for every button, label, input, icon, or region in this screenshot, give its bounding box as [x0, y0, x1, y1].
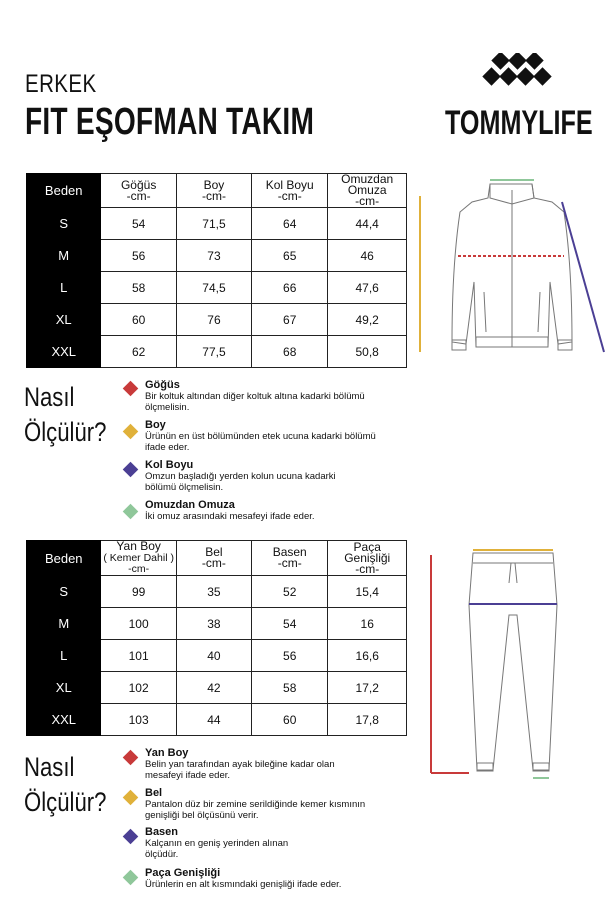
beden-header: Beden — [27, 174, 101, 208]
size-cell: L — [27, 640, 101, 672]
measure-legend — [117, 380, 407, 530]
value-cell: 52 — [252, 576, 328, 608]
col-header: Kol Boyu -cm- — [252, 174, 328, 208]
value-cell: 15,4 — [328, 576, 407, 608]
value-cell: 99 — [101, 576, 176, 608]
legend-desc: ölçmelisin. — [145, 402, 190, 413]
legend-name: Bel — [145, 787, 163, 799]
value-cell: 49,2 — [328, 304, 407, 336]
value-cell: 16 — [328, 608, 407, 640]
brand-name: TOMMYLIFE — [445, 104, 593, 142]
how-to-measure-heading-2: Nasıl Ölçülür? — [24, 752, 107, 817]
value-cell: 64 — [252, 208, 328, 240]
value-cell: 100 — [101, 608, 176, 640]
legend-name: Boy — [145, 419, 166, 431]
value-cell: 73 — [176, 240, 251, 272]
value-cell: 67 — [252, 304, 328, 336]
size-cell: XXL — [27, 704, 101, 736]
legend-desc: İki omuz arasındaki mesafeyi ifade eder. — [145, 511, 315, 522]
value-cell: 17,8 — [328, 704, 407, 736]
value-cell: 77,5 — [176, 336, 251, 368]
table-row — [27, 272, 407, 304]
value-cell: 102 — [101, 672, 176, 704]
legend-name: Kol Boyu — [145, 459, 194, 471]
col-header: Bel -cm- — [176, 541, 251, 576]
brand-logo-icon — [482, 53, 552, 97]
table-row — [27, 304, 407, 336]
table-row — [27, 240, 407, 272]
hip-diamond-icon — [123, 829, 139, 845]
legend-desc: Ürünün en üst bölümünden etek ucuna kadarki bölümü — [145, 431, 376, 442]
legend-desc: Ürünlerin en alt kısmındaki genişliği ifade eder. — [145, 879, 342, 890]
value-cell: 54 — [252, 608, 328, 640]
value-cell: 47,6 — [328, 272, 407, 304]
value-cell: 76 — [176, 304, 251, 336]
hem-width-diamond-icon — [123, 870, 139, 886]
table-row — [27, 208, 407, 240]
chest-diamond-icon — [123, 381, 139, 397]
legend-name: Omuzdan Omuza — [145, 499, 235, 511]
shoulder-diamond-icon — [123, 504, 139, 520]
value-cell: 16,6 — [328, 640, 407, 672]
table-row — [27, 576, 407, 608]
value-cell: 62 — [101, 336, 176, 368]
jacket-illustration-icon — [412, 172, 612, 362]
size-cell: XL — [27, 304, 101, 336]
legend-desc: bölümü ölçmelisin. — [145, 482, 224, 493]
top-size-table — [26, 173, 407, 368]
pants-illustration-icon — [425, 545, 575, 785]
size-cell: XL — [27, 672, 101, 704]
value-cell: 46 — [328, 240, 407, 272]
value-cell: 42 — [176, 672, 251, 704]
col-header: Omuzdan Omuza -cm- — [328, 174, 407, 208]
value-cell: 58 — [101, 272, 176, 304]
legend-desc: ifade eder. — [145, 442, 190, 453]
table-row — [27, 672, 407, 704]
size-cell: S — [27, 208, 101, 240]
waist-diamond-icon — [123, 790, 139, 806]
category-label: ERKEK — [25, 70, 97, 98]
measure-legend-2 — [117, 748, 407, 903]
table-row — [27, 608, 407, 640]
col-header: Boy -cm- — [176, 174, 251, 208]
table-row — [27, 336, 407, 368]
value-cell: 68 — [252, 336, 328, 368]
col-header: Basen -cm- — [252, 541, 328, 576]
value-cell: 40 — [176, 640, 251, 672]
value-cell: 56 — [252, 640, 328, 672]
legend-desc: Kalçanın en geniş yerinden alınan — [145, 838, 289, 849]
value-cell: 44 — [176, 704, 251, 736]
col-header: Göğüs -cm- — [101, 174, 176, 208]
table-row — [27, 640, 407, 672]
table-row — [27, 704, 407, 736]
product-title: FIT EŞOFMAN TAKIM — [25, 101, 315, 143]
value-cell: 44,4 — [328, 208, 407, 240]
bottom-size-table — [26, 540, 407, 736]
sleeve-diamond-icon — [123, 462, 139, 478]
value-cell: 58 — [252, 672, 328, 704]
legend-desc: Pantalon düz bir zemine serildiğinde kemer kısmının — [145, 799, 366, 810]
value-cell: 66 — [252, 272, 328, 304]
how-to-measure-heading: Nasıl Ölçülür? — [24, 382, 107, 447]
value-cell: 38 — [176, 608, 251, 640]
side-length-diamond-icon — [123, 750, 139, 766]
value-cell: 35 — [176, 576, 251, 608]
size-cell: L — [27, 272, 101, 304]
legend-desc: mesafeyi ifade eder. — [145, 770, 231, 781]
value-cell: 50,8 — [328, 336, 407, 368]
value-cell: 101 — [101, 640, 176, 672]
value-cell: 60 — [252, 704, 328, 736]
value-cell: 54 — [101, 208, 176, 240]
legend-desc: Bir koltuk altından diğer koltuk altına kadarki bölümü — [145, 391, 365, 402]
size-cell: M — [27, 240, 101, 272]
value-cell: 17,2 — [328, 672, 407, 704]
size-cell: M — [27, 608, 101, 640]
col-header: Paça Genişliği -cm- — [328, 541, 407, 576]
legend-desc: Belin yan tarafından ayak bileğine kadar olan — [145, 759, 335, 770]
value-cell: 71,5 — [176, 208, 251, 240]
col-header: Yan Boy ( Kemer Dahil ) -cm- — [101, 541, 176, 576]
value-cell: 103 — [101, 704, 176, 736]
size-cell: XXL — [27, 336, 101, 368]
legend-name: Paça Genişliği — [145, 867, 221, 879]
beden-header: Beden — [27, 541, 101, 576]
legend-desc: genişliği bel ölçüsünü verir. — [145, 810, 259, 821]
legend-desc: ölçüdür. — [145, 849, 179, 860]
value-cell: 65 — [252, 240, 328, 272]
legend-name: Basen — [145, 826, 179, 838]
legend-name: Göğüs — [145, 379, 180, 391]
legend-name: Yan Boy — [145, 747, 189, 759]
value-cell: 60 — [101, 304, 176, 336]
legend-desc: Omzun başladığı yerden kolun ucuna kadarki — [145, 471, 336, 482]
length-diamond-icon — [123, 424, 139, 440]
value-cell: 56 — [101, 240, 176, 272]
size-cell: S — [27, 576, 101, 608]
value-cell: 74,5 — [176, 272, 251, 304]
